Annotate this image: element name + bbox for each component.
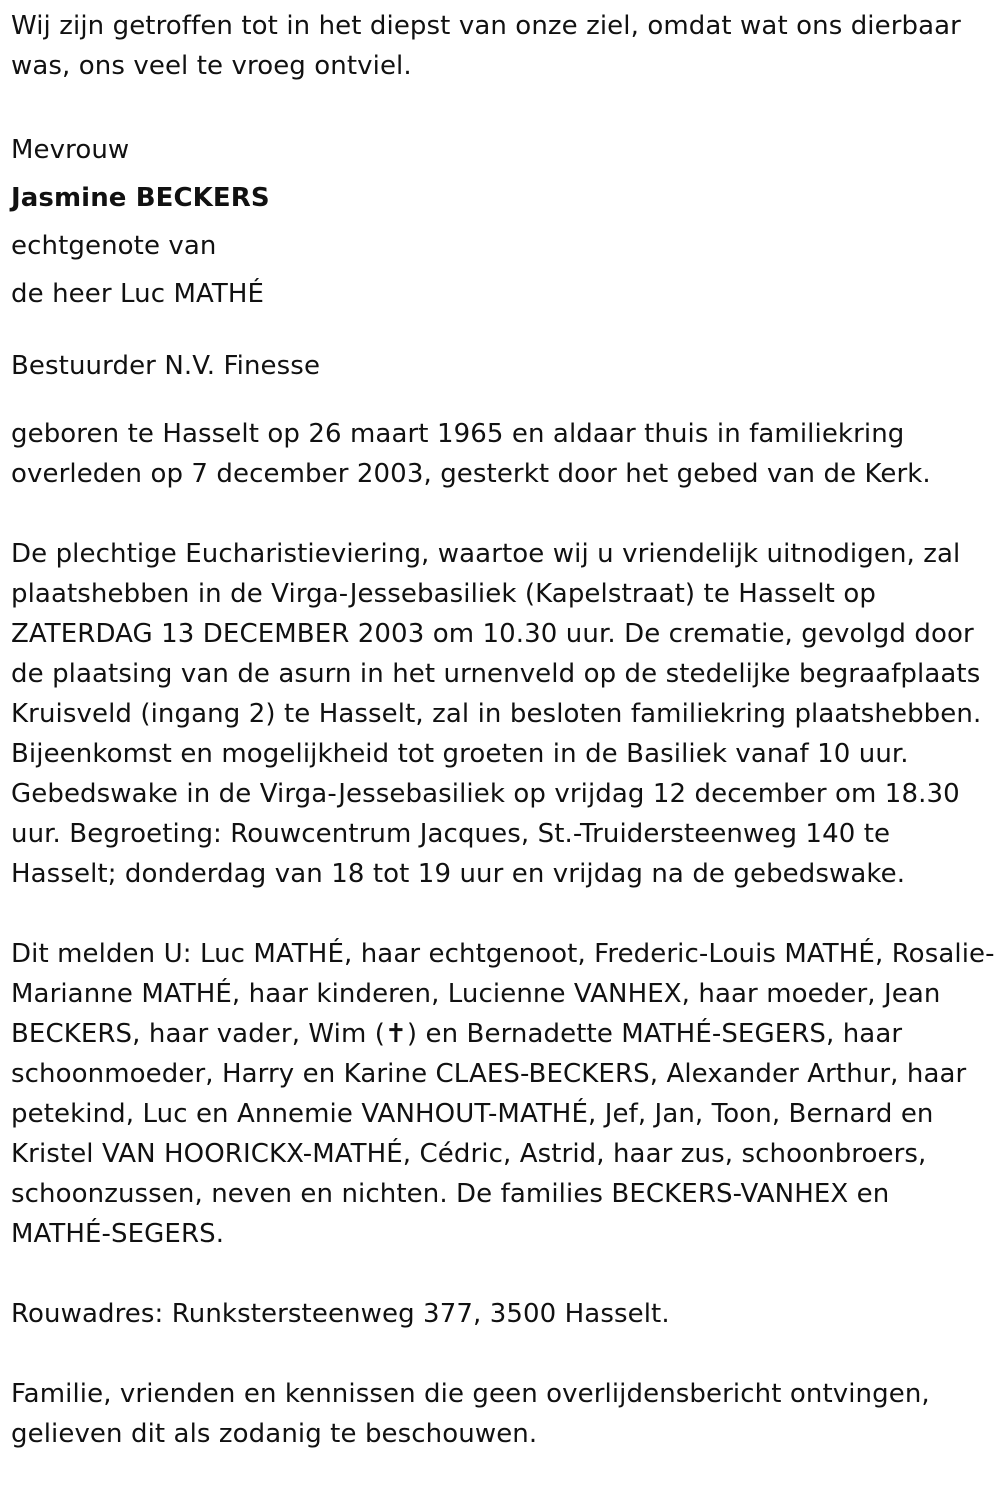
obituary-text [11, 6, 996, 1454]
spacer [11, 318, 996, 342]
mourning-address: Rouwadres: Runkstersteenweg 377, 3500 Hasselt. [11, 1299, 670, 1329]
announcers-paragraph: Dit melden U: Luc MATHÉ, haar echtgenoot, Frederic-Louis MATHÉ, Rosalie-Marianne MATHÉ, haar kinderen, Lucienne VANHEX, haar moeder, Jean BECKERS, haar vader, Wim (✝) en Bernadette MATHÉ-SEGERS, haar schoonmoeder, Harry en Karine CLAES-BECKERS, Alexander Arthur, haar petekind, Luc en Annemie VANHOUT-MATHÉ, Jef, Jan, Toon, Bernard en Kristel VAN HOORICKX-MATHÉ, Cédric, Astrid, haar zus, schoonbroers, schoonzussen, neven en nichten. De families BECKERS-VANHEX en MATHÉ-SEGERS. [11, 939, 995, 1249]
closing-paragraph: Familie, vrienden en kennissen die geen overlijdensbericht ontvingen, gelieven dit als zodanig te beschouwen. [11, 1379, 930, 1449]
spacer [11, 86, 996, 126]
spacer [11, 894, 996, 934]
opening-paragraph: Wij zijn getroffen tot in het diepst van onze ziel, omdat wat ons dierbaar was, ons veel te vroeg ontviel. [11, 11, 961, 81]
spacer [11, 1254, 996, 1294]
spacer [11, 390, 996, 414]
spouse-line: de heer Luc MATHÉ [11, 279, 265, 309]
spacer [11, 494, 996, 534]
ceremony-paragraph: De plechtige Eucharistieviering, waartoe wij u vriendelijk uitnodigen, zal plaatshebben in de Virga-Jessebasiliek (Kapelstraat) te Hasselt op ZATERDAG 13 DECEMBER 2003 om 10.30 uur. De crematie, gevolgd door de plaatsing van de asurn in het urnenveld op de stedelijke begraafplaats Kruisveld (ingang 2) te Hasselt, zal in besloten familiekring plaatshebben. Bijeenkomst en mogelijkheid tot groeten in de Basiliek vanaf 10 uur. Gebedswake in de Virga-Jessebasiliek op vrijdag 12 december om 18.30 uur. Begroeting: Rouwcentrum Jacques, St.-Truidersteenweg 140 te Hasselt; donderdag van 18 tot 19 uur en vrijdag na de gebedswake. [11, 539, 982, 889]
birth-death-paragraph: geboren te Hasselt op 26 maart 1965 en aldaar thuis in familiekring overleden op 7 december 2003, gesterkt door het gebed van de Kerk. [11, 419, 931, 489]
occupation: Bestuurder N.V. Finesse [11, 351, 321, 381]
spacer [11, 1334, 996, 1374]
relation-line: echtgenote van [11, 231, 217, 261]
deceased-name: Jasmine BECKERS [11, 183, 270, 213]
salutation: Mevrouw [11, 135, 130, 165]
